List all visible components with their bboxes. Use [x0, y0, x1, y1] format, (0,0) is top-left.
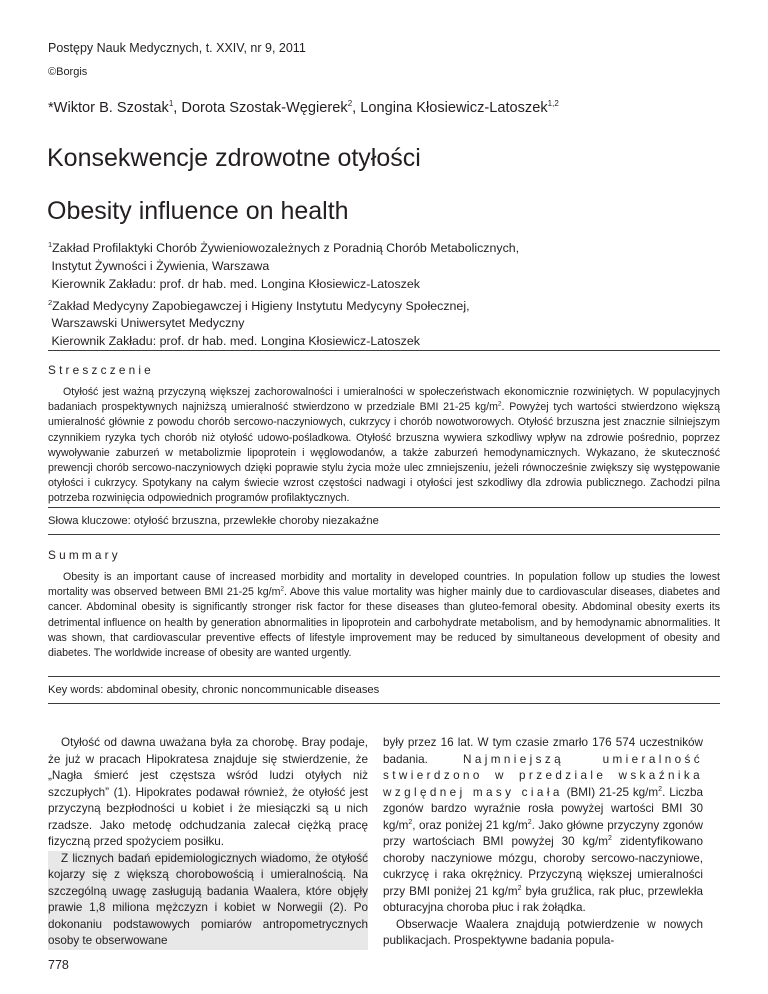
superscript: 2 [497, 400, 502, 408]
abstract-text: Otyłość jest ważną przyczyną większej zachorowalności i umieralności w społeczeństwach ekonomicznie rozwiniętych. W populacyjnych badaniach prospektywnych najniższą umieralność stwierdzono w przedziale BMI 21-25 kg/m [48, 386, 720, 414]
title-english: Obesity influence on health [47, 197, 349, 225]
superscript: 2 [280, 585, 285, 593]
author-affiliation-marker: 2 [347, 99, 353, 108]
superscript: 2 [408, 818, 413, 826]
body-column-right [383, 735, 703, 950]
superscript: 2 [607, 835, 612, 843]
superscript: 2 [658, 785, 663, 793]
divider [48, 703, 720, 704]
abstract-english [48, 570, 720, 661]
body-text: były przez 16 lat. W tym czasie zmarło 176 574 uczestników badania. [383, 736, 703, 766]
body-text: zidentyfikowano choroby naczyniowe mózgu, choroby sercowo-naczyniowe, cukrzycę i raka okrężnicy. Przyczyną większej umieralności przy BMI poniżej 21 kg/m [383, 835, 703, 898]
body-text: była gruźlica, rak płuc, przewlekła obturacyjna choroba płuc i rak żołądka. [383, 884, 703, 914]
affiliation-line [48, 276, 519, 294]
affiliation-text: Zakład Profilaktyki Chorób Żywieniowozależnych z Poradnią Chorób Metabolicznych, [52, 241, 520, 256]
body-paragraph-highlighted: Z licznych badań epidemiologicznych wiadomo, że otyłość kojarzy się z większą chorobowością i umieralnością. Na szczególną uwagę zasługują badania Waalera, które objęły prawie 1,8 miliona mężczyzn i kobiet w Norwegii (2). Po dokonaniu podstawowych pomiarów antropometrycznych osoby te obserwowane [48, 851, 368, 950]
affiliation-line [48, 294, 519, 316]
affiliations [48, 236, 519, 351]
body-text: (BMI) 21-25 kg/m [562, 785, 659, 799]
body-paragraph: Otyłość od dawna uważana była za chorobę. Bray podaje, że już w pracach Hipokratesa znajduje się stwierdzenie, że „Nagła śmierć jest częstsza wśród ludzi otyłych niż szczupłych” (1). Hipokrates podawał również, że otyłość jest przyczyną bezpłodności u kobiet i że miesiączki są u nich rzadsze. Jako metodę odchudzania zalecał ciężką pracę fizyczną przed spożyciem posiłku. [48, 736, 368, 848]
affiliation-line [48, 333, 519, 351]
affiliation-text: Kierownik Zakładu: prof. dr hab. med. Longina Kłosiewicz-Latoszek [51, 334, 420, 349]
affiliation-marker: 2 [48, 297, 53, 307]
author-affiliation-marker: 1 [168, 99, 174, 108]
affiliation-line [48, 258, 519, 276]
divider [48, 507, 720, 508]
author-name: Dorota Szostak-Węgierek [181, 99, 348, 116]
body-text: , oraz poniżej 21 kg/m [412, 818, 528, 832]
affiliation-line [48, 236, 519, 258]
body-column-left [48, 735, 368, 950]
author-name: Longina Kłosiewicz-Latoszek [360, 99, 548, 116]
affiliation-text: Instytut Żywności i Żywienia, Warszawa [51, 258, 270, 273]
author-list: *Wiktor B. Szostak$^1$, Dorota Szostak-Węgierek$^2$, Longina Kłosiewicz-Latoszek$^{1,2}$ [48, 99, 559, 116]
body-text: . Jako główne przyczyny zgonów przy wartościach BMI powyżej 30 kg/m [383, 818, 703, 848]
divider [48, 534, 720, 535]
body-text-emphasis: Najmniejszą umieralność stwierdzono w przedziale wskaźnika względnej masy ciała [383, 752, 704, 799]
body-paragraph [383, 735, 703, 917]
title-polish: Konsekwencje zdrowotne otyłości [47, 144, 421, 172]
page-number: 778 [48, 958, 69, 972]
divider [48, 350, 720, 351]
abstract-polish [48, 385, 720, 507]
author-affiliation-marker: 1,2 [547, 99, 559, 108]
abstract-heading-polish: Streszczenie [48, 363, 154, 377]
affiliation-text: Zakład Medycyny Zapobiegawczej i Higieny Instytutu Medycyny Społecznej, [52, 298, 470, 313]
abstract-text: . Above this value mortality was higher mainly due to cardiovascular diseases, diabetes and cancer. Abdominal obesity is significantly stronger risk factor for these diseases than gluteo-femoral obesity. Abdominal obesity exerts its detrimental influence on health by generation abnormalities in lipoprotein and carbohydrate metabolism, and by hemodynamic abnormalities. It was shown, that cardiovascular preventive effects of lifestyle improvement may be reduced by simultaneous development of obesity and diabetes. The worldwide increase of obesity are wanted urgently. [48, 586, 720, 660]
abstract-text: Obesity is an important cause of increased morbidity and mortality in developed countries. In population follow up studies the lowest mortality was observed between BMI 21-25 kg/m [48, 571, 720, 599]
publisher: ©Borgis [48, 66, 88, 78]
affiliation-text: Kierownik Zakładu: prof. dr hab. med. Longina Kłosiewicz-Latoszek [51, 276, 420, 291]
abstract-heading-english: Summary [48, 548, 121, 562]
body-paragraph: Obserwacje Waalera znajdują potwierdzenie w nowych publikacjach. Prospektywne badania popula- [383, 917, 703, 947]
affiliation-text: Warszawski Uniwersytet Medyczny [51, 316, 245, 331]
abstract-text: . Powyżej tych wartości stwierdzono większą umieralność głównie z powodu chorób sercowo-naczyniowych, cukrzycy i chorób nowotworowych. Otyłość brzuszna jest znacznie silniejszym czynnikiem ryzyka tych chorób niż otyłość udowo-pośladkowa. Otyłość brzuszna wywiera szkodliwy wpływ na zdrowie pośrednio, poprzez wywoływanie zaburzeń w metabolizmie lipoprotein i węglowodanów, a także zaburzeń hemodynamicznych. Wykazano, że skuteczność prewencji chorób sercowo-naczyniowych dzięki poprawie stylu życia może ulec zmniejszeniu, jeżeli równocześnie zwiększy się występowanie otyłości i cukrzycy. Spotykany na całym świecie wzrost częstości nadwagi i otyłości jest szkodliwy dla zdrowia publicznego. Zachodzi pilna potrzeba rozwinięcia odpowiednich programów profilaktycznych. [48, 401, 720, 505]
keywords-polish: Słowa kluczowe: otyłość brzuszna, przewlekłe choroby niezakaźne [48, 515, 379, 527]
author-name: *Wiktor B. Szostak [48, 99, 169, 116]
superscript: 2 [517, 884, 522, 892]
affiliation-line [48, 315, 519, 333]
keywords-english: Key words: abdominal obesity, chronic noncommunicable diseases [48, 684, 380, 696]
body-text: . Liczba zgonów bardzo wyraźnie rosła powyżej wartości BMI 30 kg/m [383, 785, 703, 832]
journal-citation: Postępy Nauk Medycznych, t. XXIV, nr 9, 2011 [48, 41, 306, 55]
superscript: 2 [527, 818, 532, 826]
affiliation-marker: 1 [48, 240, 53, 249]
divider [48, 676, 720, 677]
